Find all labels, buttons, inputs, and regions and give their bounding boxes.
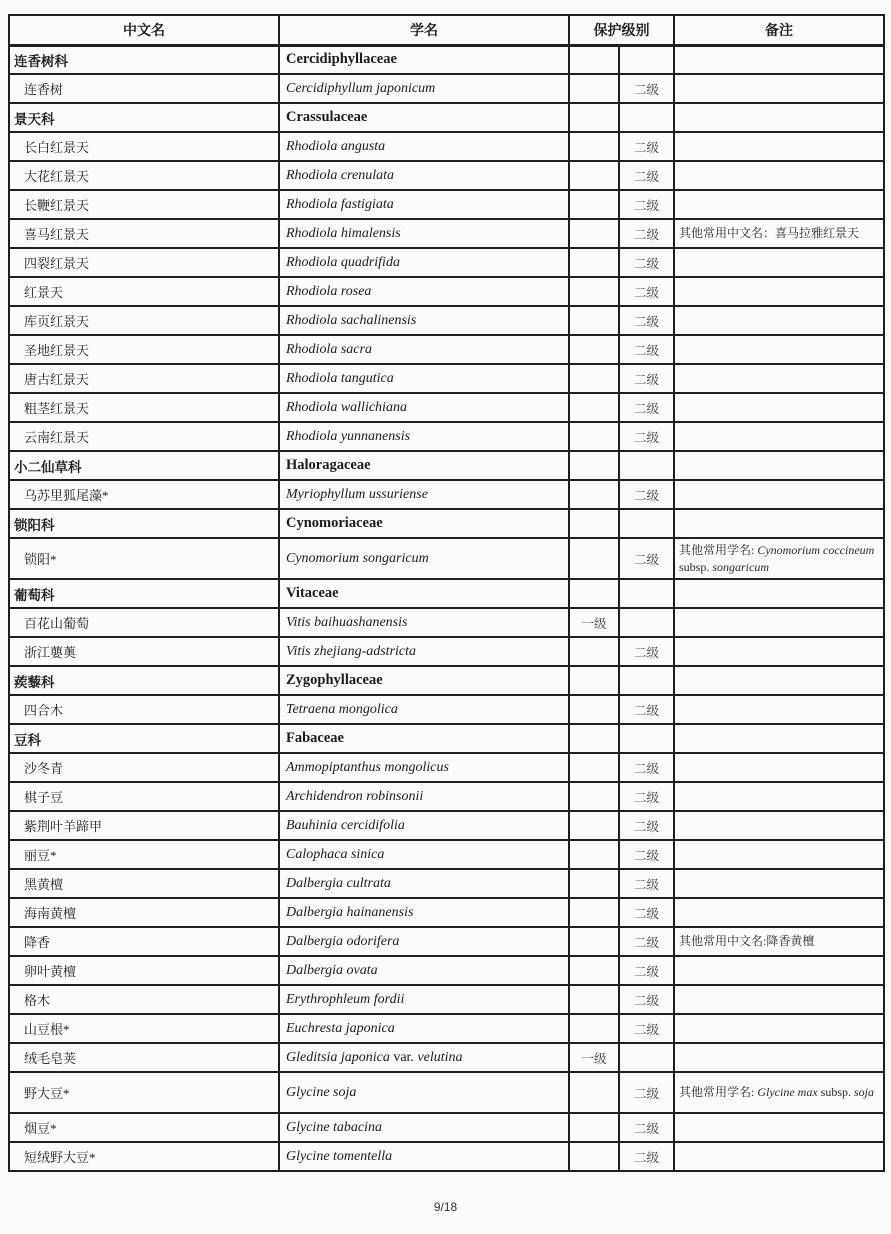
level-1-cell — [569, 74, 619, 103]
scientific-name-cell — [279, 1142, 569, 1171]
level-1-cell — [569, 306, 619, 335]
chinese-name-cell: 烟豆* — [9, 1113, 279, 1142]
scientific-name-cell — [279, 724, 569, 753]
scientific-name-cell — [279, 248, 569, 277]
note-cell — [674, 161, 884, 190]
chinese-name-cell: 四合木 — [9, 695, 279, 724]
text-segment: Glycine tomentella — [286, 1148, 393, 1164]
note-cell — [674, 695, 884, 724]
chinese-name-cell: 棋子豆 — [9, 782, 279, 811]
level-1-cell: 一级 — [569, 608, 619, 637]
scientific-name-cell — [279, 364, 569, 393]
text-segment: Glycine soja — [286, 1084, 357, 1100]
note-cell — [674, 869, 884, 898]
text-segment: Cercidiphyllum japonicum — [286, 80, 436, 96]
level-1-cell — [569, 219, 619, 248]
level-1-cell — [569, 1014, 619, 1043]
level-1-cell — [569, 811, 619, 840]
scientific-name-cell — [279, 219, 569, 248]
text-segment: Dalbergia hainanensis — [286, 904, 414, 920]
note-cell — [674, 364, 884, 393]
column-header-chinese-name: 中文名 — [9, 15, 279, 45]
chinese-name-cell: 四裂红景天 — [9, 248, 279, 277]
species-row — [9, 161, 884, 190]
species-row — [9, 1043, 884, 1072]
text-segment: Rhodiola quadrifida — [286, 254, 400, 270]
note-cell — [674, 45, 884, 74]
species-row — [9, 422, 884, 451]
text-segment: Rhodiola himalensis — [286, 225, 401, 241]
scientific-name-cell — [279, 811, 569, 840]
scientific-name-cell — [279, 637, 569, 666]
scientific-name-cell — [279, 335, 569, 364]
level-1-cell — [569, 480, 619, 509]
level-1-cell — [569, 869, 619, 898]
level-1-cell — [569, 103, 619, 132]
chinese-name-cell: 豆科 — [9, 724, 279, 753]
species-row — [9, 277, 884, 306]
scientific-name-cell — [279, 422, 569, 451]
header-row — [9, 15, 884, 45]
page-number: 9/18 — [433, 1200, 458, 1214]
level-1-cell — [569, 1113, 619, 1142]
column-header-protection-level: 保护级别 — [569, 15, 674, 45]
scientific-name-cell — [279, 103, 569, 132]
species-row — [9, 393, 884, 422]
chinese-name-cell: 格木 — [9, 985, 279, 1014]
level-1-cell — [569, 637, 619, 666]
level-2-cell: 二级 — [619, 277, 674, 306]
note-cell — [674, 840, 884, 869]
note-cell — [674, 898, 884, 927]
note-cell — [674, 480, 884, 509]
species-row — [9, 869, 884, 898]
table-header — [9, 15, 884, 45]
level-1-cell — [569, 898, 619, 927]
text-segment: Rhodiola wallichiana — [286, 399, 407, 415]
level-1-cell — [569, 753, 619, 782]
level-1-cell — [569, 161, 619, 190]
species-row — [9, 248, 884, 277]
text-segment: Rhodiola tangutica — [286, 370, 394, 386]
note-cell — [674, 666, 884, 695]
scientific-name-cell — [279, 132, 569, 161]
family-row — [9, 45, 884, 74]
chinese-name-cell: 喜马红景天 — [9, 219, 279, 248]
scientific-name-cell — [279, 393, 569, 422]
column-header-notes: 备注 — [674, 15, 884, 45]
scientific-name-cell — [279, 45, 569, 74]
level-2-cell: 二级 — [619, 927, 674, 956]
text-segment: subsp. — [679, 559, 713, 574]
species-row — [9, 74, 884, 103]
scientific-name-cell — [279, 306, 569, 335]
species-row — [9, 927, 884, 956]
chinese-name-cell: 长鞭红景天 — [9, 190, 279, 219]
text-segment: subsp. — [820, 1085, 854, 1100]
scientific-name-cell — [279, 840, 569, 869]
scientific-name-cell — [279, 608, 569, 637]
level-2-cell: 二级 — [619, 190, 674, 219]
level-2-cell — [619, 579, 674, 608]
text-segment: Myriophyllum ussuriense — [286, 486, 428, 502]
note-cell — [674, 637, 884, 666]
level-2-cell: 二级 — [619, 637, 674, 666]
level-2-cell: 二级 — [619, 422, 674, 451]
text-segment: Erythrophleum fordii — [286, 991, 405, 1007]
scientific-name-cell — [279, 1043, 569, 1072]
note-cell — [674, 509, 884, 538]
chinese-name-cell: 圣地红景天 — [9, 335, 279, 364]
chinese-name-cell: 唐古红景天 — [9, 364, 279, 393]
text-segment: Vitis baihuashanensis — [286, 614, 408, 630]
species-row — [9, 1014, 884, 1043]
scientific-name-cell — [279, 1113, 569, 1142]
family-row — [9, 724, 884, 753]
text-segment: 其他常用学名: — [679, 1085, 758, 1100]
note-cell — [674, 1014, 884, 1043]
text-segment: Glycine max — [757, 1085, 821, 1100]
chinese-name-cell: 卵叶黄檀 — [9, 956, 279, 985]
chinese-name-cell: 短绒野大豆* — [9, 1142, 279, 1171]
text-segment: Vitis zhejiang-adstricta — [286, 643, 417, 659]
chinese-name-cell: 长白红景天 — [9, 132, 279, 161]
level-2-cell: 二级 — [619, 132, 674, 161]
scientific-name-cell — [279, 74, 569, 103]
level-1-cell — [569, 509, 619, 538]
note-cell — [674, 422, 884, 451]
scientific-name-cell — [279, 480, 569, 509]
chinese-name-cell: 红景天 — [9, 277, 279, 306]
note-cell — [674, 608, 884, 637]
note-cell — [674, 248, 884, 277]
note-cell — [674, 782, 884, 811]
level-2-cell — [619, 724, 674, 753]
scientific-name-cell — [279, 985, 569, 1014]
chinese-name-cell: 沙冬青 — [9, 753, 279, 782]
level-1-cell — [569, 956, 619, 985]
scientific-name-cell — [279, 753, 569, 782]
level-1-cell — [569, 985, 619, 1014]
level-2-cell: 二级 — [619, 1072, 674, 1113]
species-row — [9, 811, 884, 840]
text-segment: 其他常用学名: — [679, 543, 758, 558]
text-segment: Bauhinia cercidifolia — [286, 817, 405, 833]
text-segment: Rhodiola crenulata — [286, 167, 394, 183]
scientific-name-cell — [279, 509, 569, 538]
species-row — [9, 306, 884, 335]
chinese-name-cell: 野大豆* — [9, 1072, 279, 1113]
chinese-name-cell: 葡萄科 — [9, 579, 279, 608]
text-segment: Cynomoriaceae — [286, 515, 383, 531]
chinese-name-cell: 百花山葡萄 — [9, 608, 279, 637]
scientific-name-cell — [279, 695, 569, 724]
level-2-cell: 二级 — [619, 1014, 674, 1043]
chinese-name-cell: 云南红景天 — [9, 422, 279, 451]
level-1-cell — [569, 579, 619, 608]
level-2-cell: 二级 — [619, 985, 674, 1014]
text-segment: Rhodiola fastigiata — [286, 196, 394, 212]
scientific-name-cell — [279, 190, 569, 219]
family-row — [9, 103, 884, 132]
text-segment: Glycine tabacina — [286, 1119, 383, 1135]
level-2-cell: 二级 — [619, 393, 674, 422]
chinese-name-cell: 景天科 — [9, 103, 279, 132]
chinese-name-cell: 浙江蘡薁 — [9, 637, 279, 666]
scientific-name-cell — [279, 1014, 569, 1043]
level-1-cell — [569, 666, 619, 695]
text-segment: Rhodiola angusta — [286, 138, 386, 154]
text-segment: Rhodiola yunnanensis — [286, 428, 411, 444]
level-1-cell — [569, 1072, 619, 1113]
chinese-name-cell: 山豆根* — [9, 1014, 279, 1043]
chinese-name-cell: 降香 — [9, 927, 279, 956]
level-2-cell: 二级 — [619, 248, 674, 277]
level-2-cell: 二级 — [619, 335, 674, 364]
text-segment: Archidendron robinsonii — [286, 788, 424, 804]
species-row — [9, 1142, 884, 1171]
chinese-name-cell: 丽豆* — [9, 840, 279, 869]
note-cell — [674, 538, 884, 579]
scientific-name-cell — [279, 927, 569, 956]
level-2-cell: 二级 — [619, 538, 674, 579]
protected-species-table — [8, 14, 885, 1172]
text-segment: Rhodiola sacra — [286, 341, 372, 357]
level-2-cell: 二级 — [619, 219, 674, 248]
level-1-cell — [569, 695, 619, 724]
level-2-cell: 二级 — [619, 956, 674, 985]
text-segment: Fabaceae — [286, 730, 344, 746]
level-2-cell — [619, 608, 674, 637]
species-row — [9, 1072, 884, 1113]
text-segment: Tetraena mongolica — [286, 701, 398, 717]
text-segment: Rhodiola rosea — [286, 283, 372, 299]
text-segment: Haloragaceae — [286, 457, 371, 473]
level-1-cell — [569, 248, 619, 277]
chinese-name-cell: 海南黄檀 — [9, 898, 279, 927]
text-segment: Dalbergia cultrata — [286, 875, 391, 891]
text-segment: songaricum — [712, 559, 770, 574]
level-2-cell — [619, 451, 674, 480]
text-segment: velutina — [417, 1049, 463, 1065]
species-row — [9, 985, 884, 1014]
note-cell — [674, 335, 884, 364]
note-cell — [674, 393, 884, 422]
level-2-cell: 二级 — [619, 782, 674, 811]
species-row — [9, 190, 884, 219]
level-2-cell: 二级 — [619, 753, 674, 782]
chinese-name-cell: 粗茎红景天 — [9, 393, 279, 422]
species-row — [9, 364, 884, 393]
text-segment: Gleditsia japonica — [286, 1049, 394, 1065]
chinese-name-cell: 黑黄檀 — [9, 869, 279, 898]
note-cell — [674, 1072, 884, 1113]
chinese-name-cell: 锁阳科 — [9, 509, 279, 538]
species-row — [9, 480, 884, 509]
text-segment: Cynomorium coccineum — [757, 543, 875, 558]
scientific-name-cell — [279, 782, 569, 811]
level-2-cell: 二级 — [619, 695, 674, 724]
level-2-cell: 二级 — [619, 869, 674, 898]
level-2-cell — [619, 45, 674, 74]
note-cell — [674, 1043, 884, 1072]
chinese-name-cell: 连香树科 — [9, 45, 279, 74]
species-row — [9, 782, 884, 811]
note-cell — [674, 811, 884, 840]
note-cell — [674, 927, 884, 956]
table-body — [9, 45, 884, 1171]
level-2-cell — [619, 509, 674, 538]
text-segment: Dalbergia odorifera — [286, 933, 400, 949]
family-row — [9, 666, 884, 695]
note-cell — [674, 1142, 884, 1171]
note-cell — [674, 306, 884, 335]
text-segment: Vitaceae — [286, 585, 339, 601]
scientific-name-cell — [279, 451, 569, 480]
scientific-name-cell — [279, 538, 569, 579]
text-segment: Cercidiphyllaceae — [286, 51, 397, 68]
species-row — [9, 898, 884, 927]
level-1-cell — [569, 132, 619, 161]
species-row — [9, 637, 884, 666]
scientific-name-cell — [279, 277, 569, 306]
chinese-name-cell: 连香树 — [9, 74, 279, 103]
level-1-cell — [569, 393, 619, 422]
level-1-cell — [569, 335, 619, 364]
family-row — [9, 579, 884, 608]
level-1-cell — [569, 190, 619, 219]
text-segment: Calophaca sinica — [286, 846, 385, 862]
level-2-cell — [619, 103, 674, 132]
species-row — [9, 608, 884, 637]
level-2-cell: 二级 — [619, 480, 674, 509]
chinese-name-cell: 锁阳* — [9, 538, 279, 579]
note-cell — [674, 277, 884, 306]
level-1-cell — [569, 364, 619, 393]
species-row — [9, 219, 884, 248]
scientific-name-cell — [279, 579, 569, 608]
chinese-name-cell: 紫荆叶羊蹄甲 — [9, 811, 279, 840]
scientific-name-cell — [279, 1072, 569, 1113]
level-2-cell: 二级 — [619, 306, 674, 335]
text-segment: Ammopiptanthus mongolicus — [286, 759, 449, 775]
note-cell — [674, 451, 884, 480]
text-segment: Zygophyllaceae — [286, 672, 383, 688]
note-cell — [674, 579, 884, 608]
family-row — [9, 451, 884, 480]
family-row — [9, 509, 884, 538]
column-header-scientific-name: 学名 — [279, 15, 569, 45]
chinese-name-cell: 小二仙草科 — [9, 451, 279, 480]
note-cell — [674, 219, 884, 248]
scientific-name-cell — [279, 869, 569, 898]
chinese-name-cell: 大花红景天 — [9, 161, 279, 190]
note-cell — [674, 1113, 884, 1142]
text-segment: soja — [854, 1085, 875, 1100]
level-1-cell — [569, 927, 619, 956]
level-1-cell — [569, 840, 619, 869]
text-segment: Cynomorium songaricum — [286, 550, 429, 566]
note-cell — [674, 74, 884, 103]
text-segment: var. — [393, 1049, 418, 1065]
level-2-cell: 二级 — [619, 840, 674, 869]
level-2-cell — [619, 1043, 674, 1072]
level-1-cell — [569, 724, 619, 753]
level-2-cell — [619, 666, 674, 695]
note-cell — [674, 190, 884, 219]
scientific-name-cell — [279, 161, 569, 190]
level-2-cell: 二级 — [619, 811, 674, 840]
level-2-cell: 二级 — [619, 1113, 674, 1142]
text-segment: 其他常用中文名:降香黄檀 — [679, 934, 815, 949]
chinese-name-cell: 库页红景天 — [9, 306, 279, 335]
note-cell — [674, 985, 884, 1014]
level-1-cell — [569, 782, 619, 811]
species-row — [9, 132, 884, 161]
note-cell — [674, 103, 884, 132]
note-cell — [674, 753, 884, 782]
text-segment: 其他常用中文名：喜马拉雅红景天 — [679, 226, 860, 241]
level-1-cell — [569, 1142, 619, 1171]
level-1-cell — [569, 277, 619, 306]
note-cell — [674, 956, 884, 985]
level-2-cell: 二级 — [619, 898, 674, 927]
text-segment: Rhodiola sachalinensis — [286, 312, 417, 328]
species-row — [9, 753, 884, 782]
level-2-cell: 二级 — [619, 1142, 674, 1171]
text-segment: Euchresta japonica — [286, 1020, 395, 1036]
species-row — [9, 695, 884, 724]
species-row — [9, 1113, 884, 1142]
text-segment: Crassulaceae — [286, 109, 368, 125]
text-segment: Dalbergia ovata — [286, 962, 378, 978]
species-row — [9, 956, 884, 985]
level-2-cell: 二级 — [619, 364, 674, 393]
level-1-cell — [569, 422, 619, 451]
scientific-name-cell — [279, 666, 569, 695]
scientific-name-cell — [279, 898, 569, 927]
note-cell — [674, 724, 884, 753]
species-row — [9, 335, 884, 364]
level-1-cell — [569, 451, 619, 480]
scientific-name-cell — [279, 956, 569, 985]
note-cell — [674, 132, 884, 161]
chinese-name-cell: 绒毛皂荚 — [9, 1043, 279, 1072]
level-2-cell: 二级 — [619, 161, 674, 190]
species-row — [9, 538, 884, 579]
level-1-cell — [569, 538, 619, 579]
level-2-cell: 二级 — [619, 74, 674, 103]
species-row — [9, 840, 884, 869]
level-1-cell — [569, 45, 619, 74]
chinese-name-cell: 乌苏里狐尾藻* — [9, 480, 279, 509]
chinese-name-cell: 蒺藜科 — [9, 666, 279, 695]
level-1-cell: 一级 — [569, 1043, 619, 1072]
